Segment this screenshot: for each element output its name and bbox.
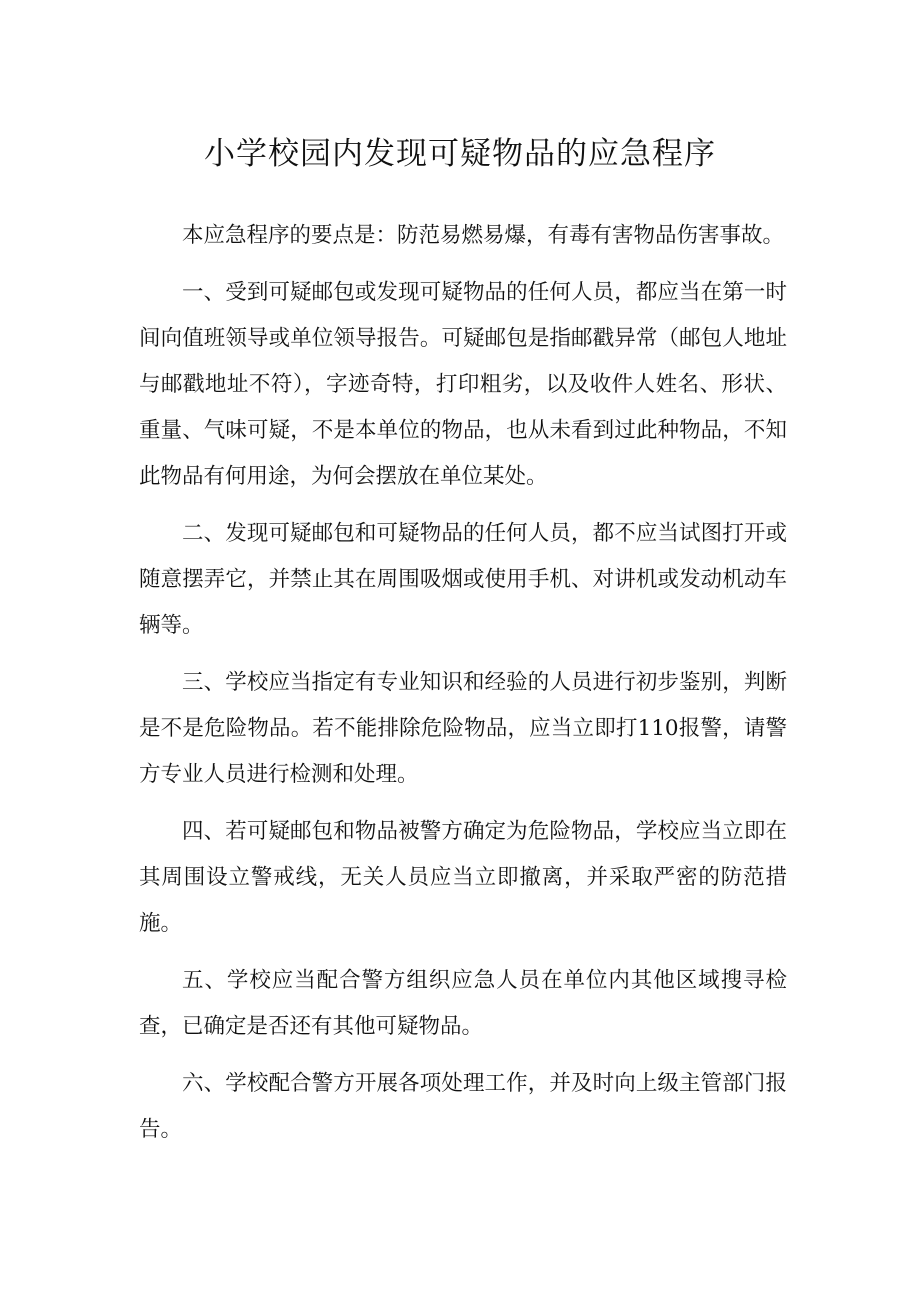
paragraph-step-6: 六、学校配合警方开展各项处理工作，并及时向上级主管部门报告。 (139, 1071, 787, 1142)
paragraph-step-5: 五、学校应当配合警方组织应急人员在单位内其他区域搜寻检查，已确定是否还有其他可疑物品。 (139, 968, 787, 1039)
paragraph-step-1: 一、受到可疑邮包或发现可疑物品的任何人员，都应当在第一时间向值班领导或单位领导报告。可疑邮包是指邮戳异常（邮包人地址与邮戳地址不符），字迹奇特，打印粗劣，以及收件人姓名、形状、重量、气味可疑，不是本单位的物品，也从未看到过此种物品，不知此物品有何用途，为何会摆放在单位某处。 (139, 280, 787, 489)
paragraph-step-4: 四、若可疑邮包和物品被警方确定为危险物品，学校应当立即在其周围设立警戒线，无关人员应当立即撤离，并采取严密的防范措施。 (139, 819, 787, 936)
document-title: 小学校园内发现可疑物品的应急程序 (204, 136, 716, 172)
paragraph-step-3: 三、学校应当指定有专业知识和经验的人员进行初步鉴别，判断是不是危险物品。若不能排除危险物品，应当立即打110报警，请警方专业人员进行检测和处理。 (139, 670, 787, 787)
paragraph-step-2: 二、发现可疑邮包和可疑物品的任何人员，都不应当试图打开或随意摆弄它，并禁止其在周围吸烟或使用手机、对讲机或发动机动车辆等。 (139, 521, 787, 638)
intro-paragraph: 本应急程序的要点是：防范易燃易爆，有毒有害物品伤害事故。 (182, 223, 785, 248)
document-body (139, 213, 787, 1153)
